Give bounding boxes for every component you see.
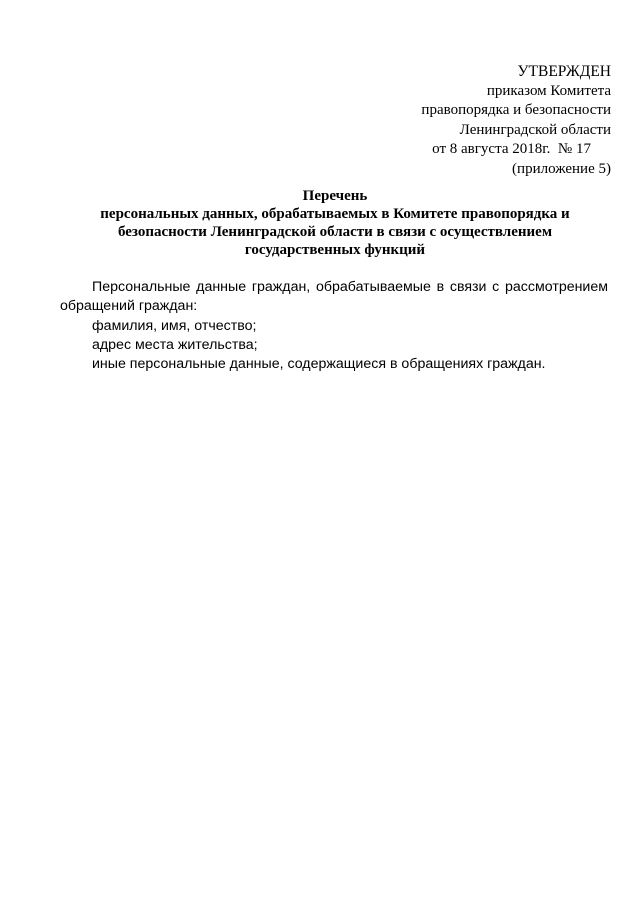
approval-line-5: (приложение 5): [512, 160, 611, 177]
approval-line-2: правопорядка и безопасности: [421, 102, 611, 118]
title-line-1: персональных данных, обрабатываемых в Комитете правопорядка и: [100, 206, 570, 222]
approval-line-1: приказом Комитета: [486, 82, 611, 99]
list-item: фамилия, имя, отчество;: [92, 317, 257, 334]
list-item: иные персональные данные, содержащиеся в обращениях граждан.: [92, 356, 546, 373]
document-title: [70, 187, 600, 259]
title-line-3: государственных функций: [244, 242, 426, 258]
title-line-2: безопасности Ленинградской области в связи с осуществлением: [117, 224, 553, 240]
approval-stamp-block: [421, 62, 611, 179]
intro-paragraph: Персональные данные граждан, обрабатываемые в связи с рассмотрением обращений граждан:: [60, 279, 608, 315]
approval-line-3: Ленинградской области: [459, 121, 611, 138]
title-heading: Перечень: [302, 188, 368, 204]
approval-status: УТВЕРЖДЕН: [517, 63, 611, 80]
list-item: адрес места жительства;: [92, 336, 258, 353]
document-body: [60, 278, 608, 374]
approval-line-4: от 8 августа 2018г. № 17: [432, 141, 591, 157]
